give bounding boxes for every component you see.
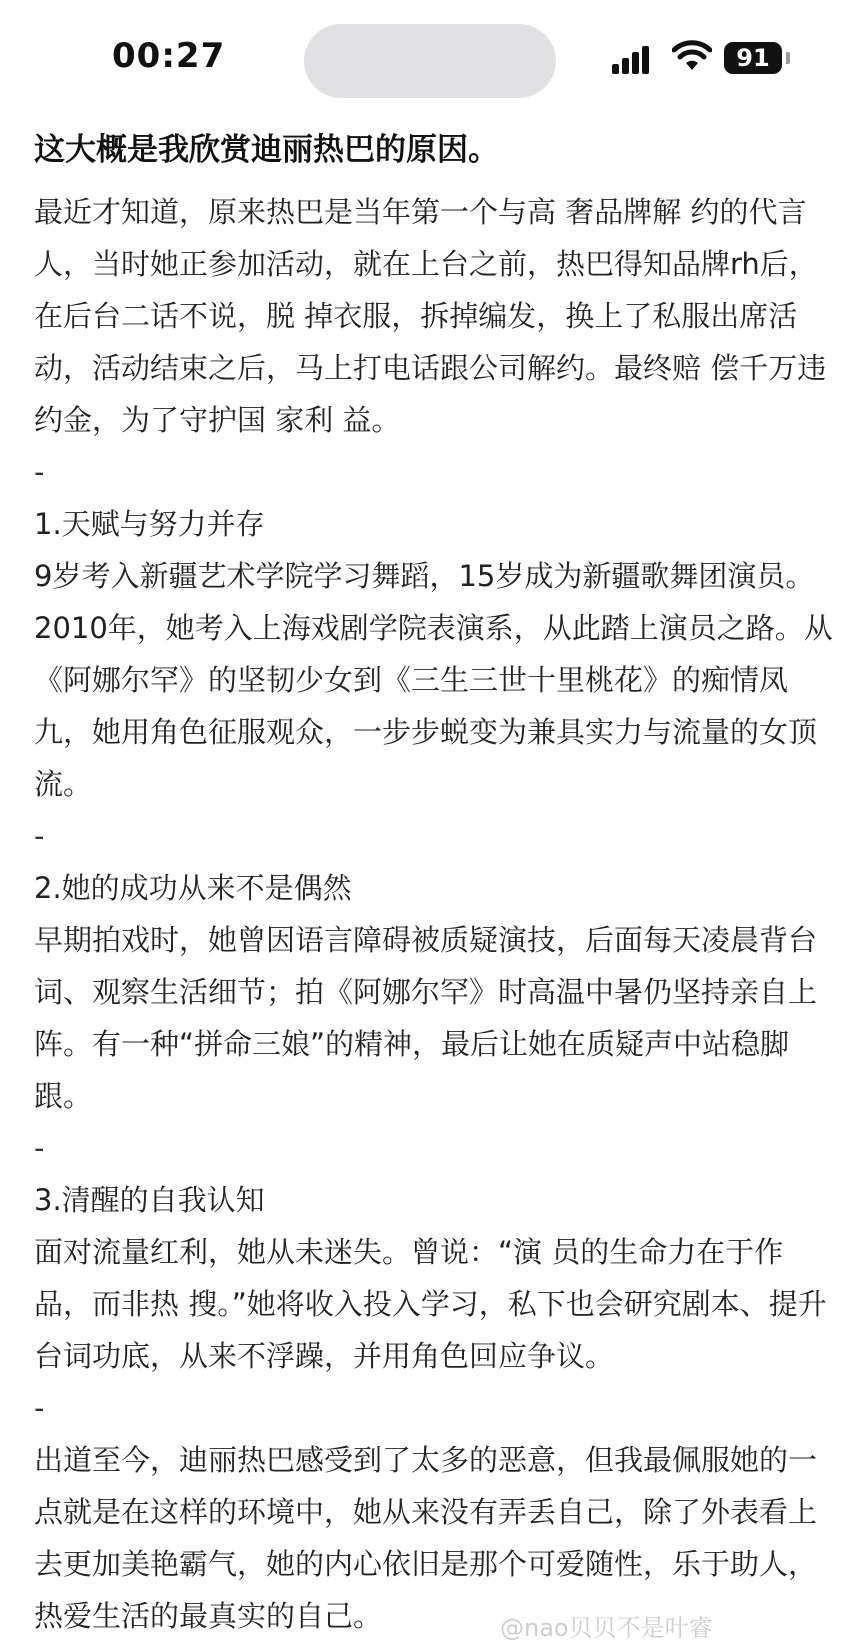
battery-indicator: 91: [724, 42, 782, 74]
separator: -: [34, 1131, 45, 1165]
status-time: 00:27: [112, 36, 226, 76]
section-2-body: 早期拍戏时，她曾因语言障碍被质疑演技，后面每天凌晨背台词、观察生活细节；拍《阿娜尔罕》时高温中暑仍坚持亲自上阵。有一种“拼命三娘”的精神，最后让她在质疑声中站稳脚跟。: [34, 923, 818, 1113]
cellular-signal-icon: [612, 46, 658, 74]
battery-cap-icon: [786, 52, 790, 64]
post-content: [34, 128, 834, 1642]
dynamic-island: [304, 24, 556, 98]
section-3-body: 面对流量红利，她从未迷失。曾说：“演 员的生命力在于作品，而非热 搜。”她将收入投入学习，私下也会研究剧本、提升台词功底，从来不浮躁，并用角色回应争议。: [34, 1235, 827, 1373]
watermark: @nao贝贝不是叶睿: [500, 1614, 713, 1642]
closing-paragraph: 出道至今，迪丽热巴感受到了太多的恶意，但我最佩服她的一点就是在这样的环境中，她从来没有弄丢自己，除了外表看上去更加美艳霸气，她的内心依旧是那个可爱随性，乐于助人，热爱生活的最真实的自己。: [34, 1443, 818, 1633]
status-bar: [0, 0, 860, 120]
section-2-heading: 2.她的成功从来不是偶然: [34, 871, 352, 905]
separator: -: [34, 455, 45, 489]
separator: -: [34, 1391, 45, 1425]
post-title: 这大概是我欣赏迪丽热巴的原因。: [34, 132, 499, 168]
section-1-heading: 1.天赋与努力并存: [34, 507, 265, 541]
section-3-heading: 3.清醒的自我认知: [34, 1183, 265, 1217]
section-1-body: 9岁考入新疆艺术学院学习舞蹈，15岁成为新疆歌舞团演员。2010年，她考入上海戏剧学院表演系，从此踏上演员之路。从《阿娜尔罕》的坚韧少女到《三生三世十里桃花》的痴情凤九，她用角色征服观众，一步步蜕变为兼具实力与流量的女顶流。: [34, 559, 833, 801]
intro-paragraph: 最近才知道，原来热巴是当年第一个与高 奢品牌解 约的代言人，当时她正参加活动，就在上台之前，热巴得知品牌rh后，在后台二话不说，脱 掉衣服，拆掉编发，换上了私服出席活动，活动结束之后，马上打电话跟公司解约。最终赔 偿千万违 约金，为了守护国 家利 益。: [34, 195, 827, 437]
wifi-icon: [672, 40, 712, 72]
separator: -: [34, 819, 45, 853]
